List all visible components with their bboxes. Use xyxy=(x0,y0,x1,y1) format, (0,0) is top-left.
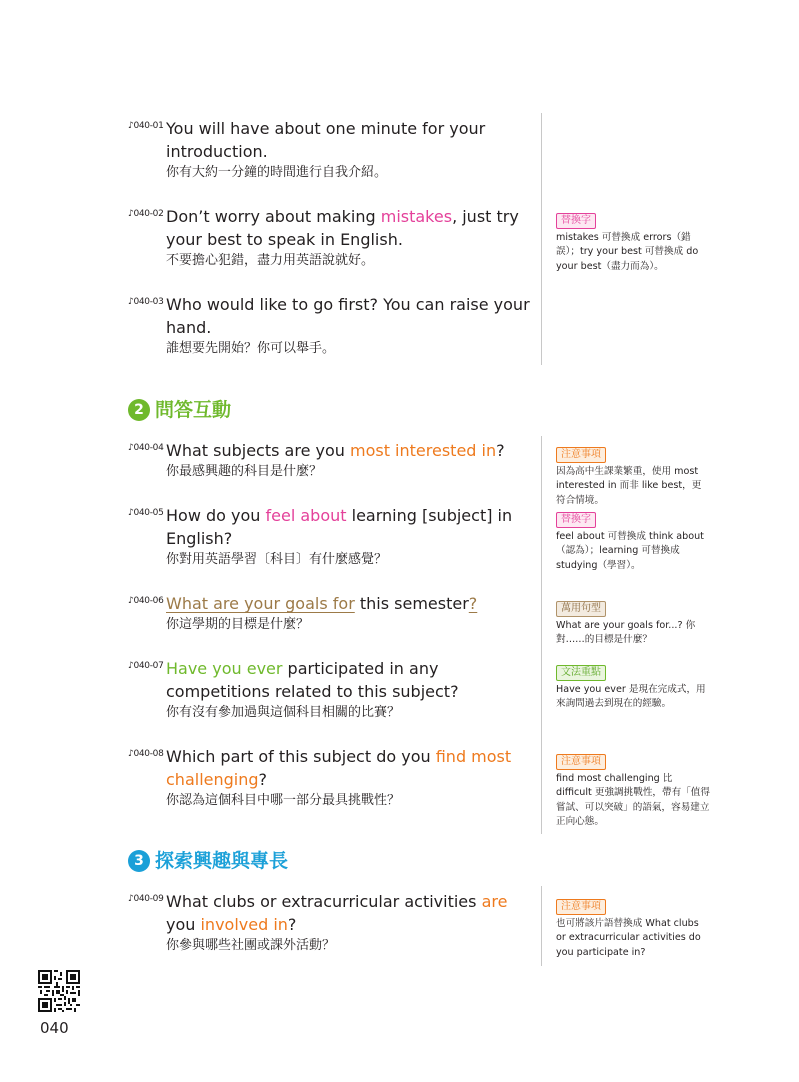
section-number-badge: 3 xyxy=(128,850,150,872)
chinese-translation: 你最感興趣的科目是什麼？ xyxy=(166,464,323,479)
chinese-translation: 不要擔心犯錯，盡力用英語說就好。 xyxy=(166,253,375,268)
note-text: mistakes 可替換成 errors（錯誤）；try your best 可替換成 do your best（盡力而為）。 xyxy=(556,232,699,272)
english-sentence xyxy=(166,657,533,703)
column-divider-top xyxy=(541,113,542,365)
note-tag: 替換字 xyxy=(556,213,596,229)
sentence-segment: ? xyxy=(287,915,297,934)
side-note xyxy=(556,507,710,573)
sentence-segment: participated in any competitions related to this subject? xyxy=(166,659,459,701)
sentence-segment: Which part of this subject do you xyxy=(166,747,436,766)
dialogue-entry xyxy=(128,205,533,270)
dialogue-entry xyxy=(128,890,533,955)
chinese-translation: 你有大約一分鐘的時間進行自我介紹。 xyxy=(166,165,388,180)
english-sentence xyxy=(166,504,533,550)
note-tag: 替換字 xyxy=(556,512,596,528)
english-sentence xyxy=(166,205,533,251)
chinese-translation: 你這學期的目標是什麼？ xyxy=(166,617,310,632)
chinese-translation: 你對用英語學習〔科目〕有什麼感覺？ xyxy=(166,552,388,567)
audio-track-code: ♪040-02 xyxy=(128,209,164,219)
audio-track-code: ♪040-01 xyxy=(128,121,164,131)
sentence-segment: Don’t worry about making xyxy=(166,207,381,226)
highlighted-phrase: feel about xyxy=(265,506,347,525)
dialogue-entry xyxy=(128,504,533,569)
note-text: find most challenging 比 difficult 更強調挑戰性，帶有「值得嘗試、可以突破」的語氣，容易建立正向心態。 xyxy=(556,773,710,827)
audio-track-code: ♪040-03 xyxy=(128,297,164,307)
english-sentence xyxy=(166,890,533,936)
sentence-segment: What clubs or extracurricular activities xyxy=(166,892,482,911)
section-heading xyxy=(128,395,231,422)
side-note xyxy=(556,749,710,829)
sentence-segment: , just try your best to speak in English. xyxy=(166,207,519,249)
note-tag: 萬用句型 xyxy=(556,601,606,617)
note-text: 因為高中生課業繁重，使用 most interested in 而非 like best，更符合情境。 xyxy=(556,466,702,506)
audio-track-code: ♪040-09 xyxy=(128,894,164,904)
english-sentence xyxy=(166,293,533,339)
sentence-segment: How do you xyxy=(166,506,266,525)
note-tag: 注意事項 xyxy=(556,447,606,463)
note-tag: 文法重點 xyxy=(556,665,606,681)
note-text: 也可將該片語替換成 What clubs or extracurricular activities do you participate in? xyxy=(556,918,701,958)
side-note xyxy=(556,208,710,274)
audio-track-code: ♪040-07 xyxy=(128,661,164,671)
chinese-translation: 你有沒有參加過與這個科目相關的比賽？ xyxy=(166,705,401,720)
highlighted-phrase: involved in xyxy=(200,915,288,934)
column-divider-bottom xyxy=(541,886,542,966)
section-title: 探索興趣與專長 xyxy=(155,850,289,872)
sentence-segment: learning [subject] in English? xyxy=(166,506,513,548)
highlighted-phrase: What are your goals for xyxy=(166,594,355,613)
audio-track-code: ♪040-04 xyxy=(128,443,164,453)
english-sentence xyxy=(166,117,533,163)
dialogue-entry xyxy=(128,657,533,722)
section-heading xyxy=(128,846,288,873)
audio-track-code: ♪040-06 xyxy=(128,596,164,606)
side-note xyxy=(556,894,710,960)
chinese-translation: 誰想要先開始？你可以舉手。 xyxy=(166,341,336,356)
highlighted-phrase: mistakes xyxy=(380,207,453,226)
section-title: 問答互動 xyxy=(155,399,232,421)
dialogue-entry xyxy=(128,293,533,358)
sentence-segment: you xyxy=(166,915,201,934)
dialogue-entry xyxy=(128,439,533,481)
column-divider-middle xyxy=(541,436,542,834)
sentence-segment: Who would like to go first? You can raise your hand. xyxy=(166,295,530,337)
audio-track-code: ♪040-05 xyxy=(128,508,164,518)
dialogue-entry xyxy=(128,592,533,634)
sentence-segment: ? xyxy=(496,441,505,460)
highlighted-phrase: Have you ever xyxy=(166,659,283,678)
side-note xyxy=(556,660,710,712)
side-note xyxy=(556,442,710,508)
dialogue-entry xyxy=(128,745,533,810)
section-number-badge: 2 xyxy=(128,399,150,421)
sentence-segment: ? xyxy=(258,770,268,789)
highlighted-phrase: ? xyxy=(468,594,478,613)
highlighted-phrase: are xyxy=(481,892,508,911)
english-sentence xyxy=(166,745,533,791)
english-sentence xyxy=(166,439,533,462)
page-number: 040 xyxy=(40,1019,69,1037)
note-tag: 注意事項 xyxy=(556,754,606,770)
sentence-segment: You will have about one minute for your introduction. xyxy=(166,119,486,161)
sentence-segment: this semester xyxy=(354,594,469,613)
note-text: What are your goals for...? 你對……的目標是什麼？ xyxy=(556,620,696,646)
note-tag: 注意事項 xyxy=(556,899,606,915)
sentence-segment: What subjects are you xyxy=(166,441,350,460)
chinese-translation: 你認為這個科目中哪一部分最具挑戰性？ xyxy=(166,793,401,808)
note-text: Have you ever 是現在完成式，用來詢問過去到現在的經驗。 xyxy=(556,684,706,710)
qr-code-icon[interactable] xyxy=(38,970,80,1012)
highlighted-phrase: most interested in xyxy=(349,441,497,460)
english-sentence xyxy=(166,592,533,615)
chinese-translation: 你參與哪些社團或課外活動？ xyxy=(166,938,336,953)
side-note xyxy=(556,596,710,648)
highlighted-phrase: find most challenging xyxy=(166,747,512,789)
audio-track-code: ♪040-08 xyxy=(128,749,164,759)
note-text: feel about 可替換成 think about（認為）；learning 可替換成 studying（學習）。 xyxy=(556,531,704,571)
dialogue-entry xyxy=(128,117,533,182)
